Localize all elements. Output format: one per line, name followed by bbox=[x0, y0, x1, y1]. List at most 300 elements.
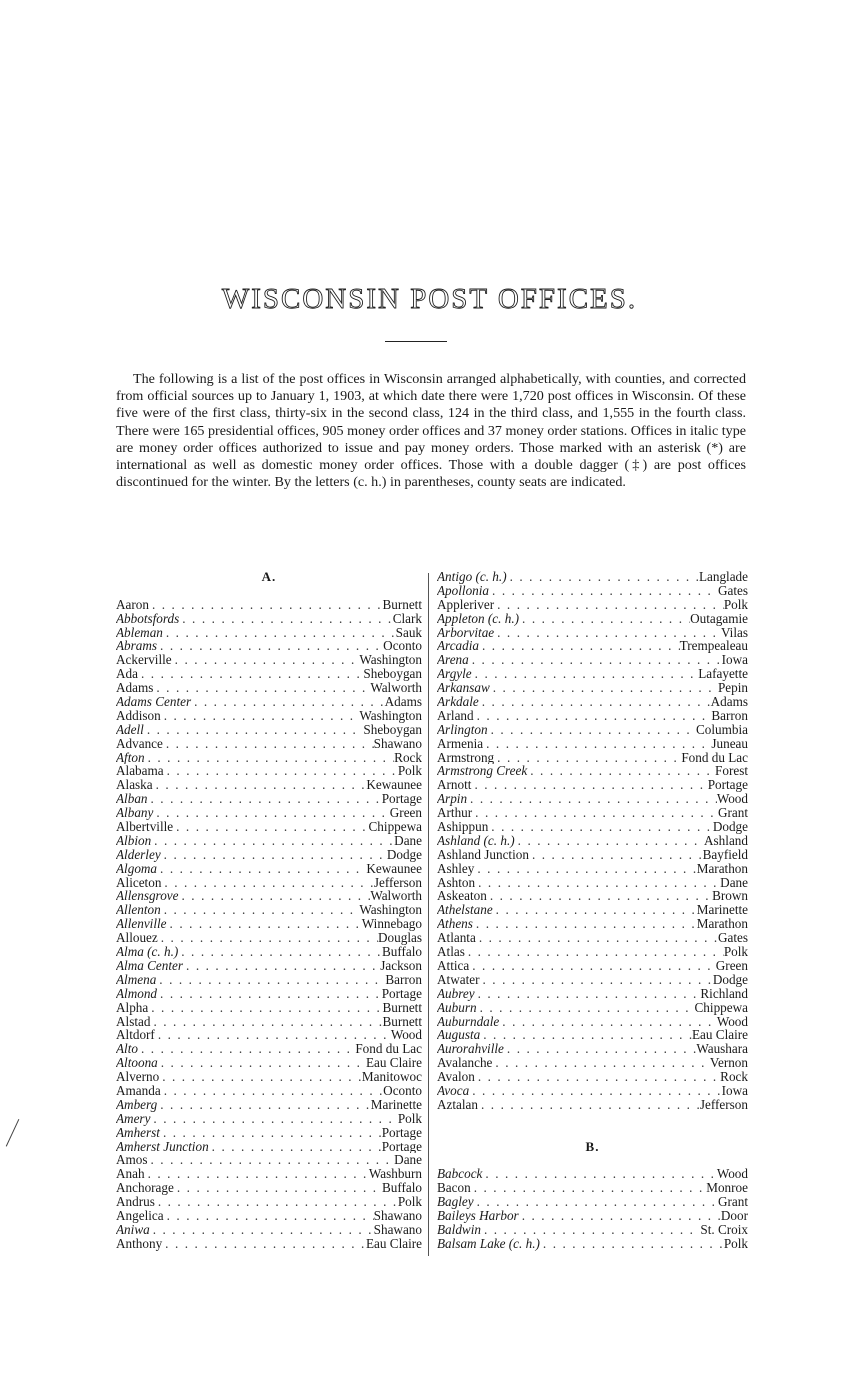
county-name: Door bbox=[720, 1208, 748, 1223]
post-office-entry bbox=[116, 709, 422, 723]
post-office-entry bbox=[116, 917, 422, 931]
post-office-entry bbox=[437, 751, 748, 765]
county-name: Manitowoc bbox=[361, 1070, 422, 1084]
office-name: Amherst Junction bbox=[116, 1139, 209, 1154]
office-name: Almond bbox=[116, 986, 158, 1001]
leader-dots bbox=[161, 709, 360, 723]
county-name: Winnebago bbox=[361, 917, 422, 932]
office-name: Ashippun bbox=[437, 820, 489, 834]
office-name: Amherst bbox=[116, 1125, 160, 1140]
post-office-entry bbox=[437, 570, 748, 584]
leader-dots bbox=[150, 1223, 374, 1237]
post-office-entry bbox=[116, 1237, 422, 1251]
leader-dots bbox=[471, 1181, 707, 1195]
county-name: Rock bbox=[394, 750, 422, 765]
post-office-entry bbox=[437, 903, 748, 917]
office-name: Appleriver bbox=[437, 597, 495, 612]
post-office-entry bbox=[437, 709, 748, 723]
office-name: Aliceton bbox=[116, 875, 162, 890]
post-office-entry bbox=[116, 723, 422, 737]
leader-dots bbox=[153, 806, 389, 820]
office-name: Adell bbox=[116, 722, 144, 737]
heading-spacer bbox=[437, 1153, 748, 1167]
office-name: Baileys Harbor bbox=[437, 1208, 519, 1223]
leader-dots bbox=[163, 626, 396, 640]
county-name: Forest bbox=[715, 764, 748, 779]
leader-dots bbox=[155, 1028, 391, 1042]
column-divider bbox=[428, 573, 429, 1256]
leader-dots bbox=[145, 1167, 369, 1181]
county-name: Eau Claire bbox=[691, 1028, 748, 1043]
office-name: Bagley bbox=[437, 1195, 474, 1209]
post-office-entry bbox=[116, 1181, 422, 1195]
leader-dots bbox=[494, 598, 724, 612]
office-name: Avalon bbox=[437, 1070, 475, 1084]
post-office-entry bbox=[116, 598, 422, 612]
county-name: Green bbox=[715, 958, 748, 973]
post-office-entry bbox=[116, 834, 422, 848]
leader-dots bbox=[158, 1056, 366, 1070]
office-name: Arnott bbox=[437, 778, 472, 793]
post-office-entry bbox=[116, 1195, 422, 1209]
office-name: Ashland Junction bbox=[437, 847, 529, 862]
leader-dots bbox=[160, 1126, 382, 1140]
county-name: Polk bbox=[723, 597, 748, 612]
post-office-entry bbox=[116, 876, 422, 890]
post-office-entry bbox=[437, 876, 748, 890]
post-office-entry bbox=[437, 1195, 748, 1209]
post-office-entry bbox=[116, 1098, 422, 1112]
county-name: Jefferson bbox=[699, 1097, 748, 1112]
post-office-entry bbox=[116, 945, 422, 959]
post-office-entry bbox=[437, 834, 748, 848]
office-name: Arkdale bbox=[437, 695, 479, 709]
county-name: Walworth bbox=[370, 889, 422, 904]
post-office-entry bbox=[437, 987, 748, 1001]
post-office-entry bbox=[437, 639, 748, 653]
county-name: Clark bbox=[392, 611, 422, 626]
office-name: Ashley bbox=[437, 861, 475, 876]
leader-dots bbox=[481, 1223, 700, 1237]
office-name: Andrus bbox=[116, 1195, 155, 1209]
leader-dots bbox=[179, 612, 392, 626]
office-name: Anthony bbox=[116, 1236, 163, 1251]
leader-dots bbox=[492, 1056, 710, 1070]
section-spacer bbox=[437, 1112, 748, 1126]
post-office-entry bbox=[116, 1056, 422, 1070]
office-name: Alma (c. h.) bbox=[116, 945, 179, 959]
county-name: Grant bbox=[717, 1195, 748, 1209]
county-name: Bayfield bbox=[702, 847, 748, 862]
leader-dots bbox=[475, 876, 720, 890]
post-office-entry bbox=[437, 1056, 748, 1070]
office-name: Amery bbox=[116, 1111, 151, 1126]
post-office-entry bbox=[116, 653, 422, 667]
office-name: Baldwin bbox=[437, 1222, 481, 1237]
office-name: Antigo (c. h.) bbox=[437, 570, 507, 584]
leader-dots bbox=[156, 973, 385, 987]
post-office-entry bbox=[437, 917, 748, 931]
leader-dots bbox=[499, 1015, 717, 1029]
leader-dots bbox=[519, 612, 690, 626]
post-office-entry bbox=[116, 1209, 422, 1223]
county-name: Shawano bbox=[373, 736, 422, 751]
post-office-entry bbox=[116, 695, 422, 709]
office-name: Adams Center bbox=[116, 695, 192, 709]
post-office-entry bbox=[437, 626, 748, 640]
county-name: Barron bbox=[711, 708, 748, 723]
heading-spacer bbox=[116, 584, 422, 598]
post-office-entry bbox=[116, 778, 422, 792]
post-office-entry bbox=[116, 862, 422, 876]
county-name: Columbia bbox=[695, 722, 748, 737]
office-name: Alstad bbox=[116, 1014, 151, 1029]
county-name: Trempealeau bbox=[679, 639, 748, 654]
leader-dots bbox=[474, 1195, 718, 1209]
page-title: WISCONSIN POST OFFICES. bbox=[221, 283, 638, 315]
office-name: Altdorf bbox=[116, 1028, 155, 1043]
office-name: Aaron bbox=[116, 597, 149, 612]
post-office-entry bbox=[437, 1223, 748, 1237]
county-name: Portage bbox=[381, 792, 422, 807]
leader-dots bbox=[138, 667, 363, 681]
county-name: Buffalo bbox=[381, 945, 422, 959]
county-name: Lafayette bbox=[698, 667, 748, 682]
county-name: Walworth bbox=[370, 681, 422, 696]
office-name: Athelstane bbox=[437, 903, 493, 918]
left-column bbox=[116, 570, 422, 1251]
leader-dots bbox=[161, 1084, 383, 1098]
leader-dots bbox=[148, 1153, 395, 1167]
post-office-entry bbox=[116, 626, 422, 640]
post-office-entry bbox=[437, 1167, 748, 1181]
office-name: Ashton bbox=[437, 875, 476, 890]
county-name: Fond du Lac bbox=[355, 1042, 422, 1057]
post-office-entry bbox=[116, 959, 422, 973]
leader-dots bbox=[150, 1015, 382, 1029]
county-name: Grant bbox=[717, 806, 748, 821]
county-name: Burnett bbox=[382, 597, 422, 612]
county-name: Richland bbox=[700, 986, 748, 1001]
office-name: Armenia bbox=[437, 736, 484, 751]
county-name: Vilas bbox=[720, 625, 748, 640]
county-name: Monroe bbox=[706, 1181, 748, 1196]
county-name: Sheboygan bbox=[363, 722, 422, 737]
leader-dots bbox=[540, 1237, 724, 1251]
leader-dots bbox=[507, 570, 699, 584]
office-name: Alban bbox=[116, 792, 148, 807]
post-office-entry bbox=[116, 764, 422, 778]
leader-dots bbox=[172, 653, 360, 667]
office-name: Abrams bbox=[116, 639, 158, 654]
leader-dots bbox=[489, 584, 718, 598]
county-name: Washburn bbox=[368, 1167, 422, 1182]
leader-dots bbox=[209, 1140, 382, 1154]
post-office-entry bbox=[437, 584, 748, 598]
office-name: Alaska bbox=[116, 778, 153, 793]
county-name: Gates bbox=[717, 931, 748, 946]
county-name: Marathon bbox=[696, 917, 748, 932]
leader-dots bbox=[153, 681, 370, 695]
office-name: Ableman bbox=[116, 625, 163, 640]
leader-dots bbox=[483, 737, 711, 751]
post-office-entry bbox=[437, 695, 748, 709]
office-name: Ackerville bbox=[116, 653, 172, 668]
office-name: Ada bbox=[116, 667, 138, 682]
post-office-entry bbox=[437, 681, 748, 695]
office-name: Allouez bbox=[116, 931, 158, 946]
office-name: Alderley bbox=[116, 847, 161, 862]
post-office-entry bbox=[116, 1112, 422, 1126]
office-name: Arkansaw bbox=[437, 681, 490, 696]
county-name: Adams bbox=[384, 695, 422, 709]
leader-dots bbox=[164, 1209, 374, 1223]
leader-dots bbox=[150, 1112, 397, 1126]
post-office-entry bbox=[437, 723, 748, 737]
office-name: Aubrey bbox=[437, 986, 475, 1001]
post-office-entry bbox=[116, 639, 422, 653]
office-name: Atlas bbox=[437, 945, 465, 959]
post-office-entry bbox=[437, 598, 748, 612]
leader-dots bbox=[504, 1042, 696, 1056]
leader-dots bbox=[494, 626, 721, 640]
office-name: Algoma bbox=[116, 861, 158, 876]
leader-dots bbox=[467, 792, 717, 806]
county-name: Washington bbox=[359, 708, 422, 723]
county-name: Portage bbox=[381, 1125, 422, 1140]
county-name: Polk bbox=[397, 764, 422, 779]
county-name: Green bbox=[389, 806, 422, 821]
county-name: Wood bbox=[390, 1028, 422, 1043]
leader-dots bbox=[144, 723, 364, 737]
leader-dots bbox=[474, 709, 712, 723]
post-office-entry bbox=[116, 1126, 422, 1140]
county-name: Rock bbox=[720, 1070, 748, 1084]
county-name: Polk bbox=[397, 1195, 422, 1209]
office-name: Aniwa bbox=[116, 1222, 150, 1237]
county-name: Fond du Lac bbox=[681, 750, 748, 765]
county-name: Dane bbox=[720, 875, 748, 890]
county-name: Marinette bbox=[696, 903, 748, 918]
office-name: Augusta bbox=[437, 1028, 481, 1043]
county-name: Buffalo bbox=[381, 1181, 422, 1196]
post-office-entry bbox=[116, 820, 422, 834]
county-name: Polk bbox=[723, 1236, 748, 1251]
office-name: Athens bbox=[437, 917, 473, 932]
county-name: Washington bbox=[359, 903, 422, 918]
office-name: Amos bbox=[116, 1153, 148, 1168]
post-office-entry bbox=[437, 945, 748, 959]
office-name: Advance bbox=[116, 736, 163, 751]
post-office-entry bbox=[437, 1015, 748, 1029]
leader-dots bbox=[178, 945, 382, 959]
county-name: Sauk bbox=[395, 625, 422, 640]
office-name: Apollonia bbox=[437, 583, 490, 598]
post-office-entry bbox=[437, 1070, 748, 1084]
post-office-entry bbox=[437, 653, 748, 667]
county-name: Oconto bbox=[383, 1083, 422, 1098]
leader-dots bbox=[490, 681, 718, 695]
leader-dots bbox=[471, 778, 707, 792]
county-name: Barron bbox=[385, 972, 422, 987]
county-name: Iowa bbox=[721, 1083, 748, 1098]
office-name: Bacon bbox=[437, 1181, 471, 1196]
leader-dots bbox=[477, 1001, 695, 1015]
post-office-entry bbox=[116, 987, 422, 1001]
county-name: Portage bbox=[707, 778, 748, 793]
county-name: Dodge bbox=[712, 820, 748, 834]
leader-dots bbox=[157, 1098, 370, 1112]
post-office-entry bbox=[116, 1167, 422, 1181]
county-name: Waushara bbox=[696, 1042, 748, 1057]
office-name: Anchorage bbox=[116, 1181, 174, 1196]
post-office-entry bbox=[116, 903, 422, 917]
county-name: Dane bbox=[394, 1153, 422, 1168]
post-office-entry bbox=[437, 1042, 748, 1056]
post-office-entry bbox=[116, 1001, 422, 1015]
office-name: Amanda bbox=[116, 1083, 161, 1098]
post-office-entry bbox=[437, 1237, 748, 1251]
leader-dots bbox=[472, 806, 718, 820]
office-name: Argyle bbox=[437, 667, 472, 682]
post-office-entry bbox=[437, 667, 748, 681]
leader-dots bbox=[480, 1028, 692, 1042]
office-name: Arland bbox=[437, 708, 474, 723]
county-name: Brown bbox=[712, 889, 748, 904]
intro-paragraph: The following is a list of the post offices in Wisconsin arranged alphabetically, with counties, and corrected from official sources up to January 1, 1903, at which date there were 1,720 post offices in Wisconsin. Of these five were of the first class, thirty-six in the second class, 124 in the third class, and 1,555 in the fourth class. There were 165 presidential offices, 905 money order offices and 37 money order stations. Offices in italic type are money order offices authorized to issue and pay money orders. Those marked with an asterisk (*) are international as well as domestic money order offices. Those with a double dagger (‡) are post offices discontinued for the winter. By the letters (c. h.) in parentheses, county seats are indicated. bbox=[116, 371, 746, 491]
post-office-entry bbox=[437, 792, 748, 806]
leader-dots bbox=[148, 792, 382, 806]
leader-dots bbox=[515, 834, 704, 848]
county-name: Dodge bbox=[386, 847, 422, 862]
office-name: Avalanche bbox=[437, 1056, 493, 1071]
office-name: Arlington bbox=[437, 722, 488, 737]
office-name: Adams bbox=[116, 681, 154, 696]
post-office-entry bbox=[437, 1028, 748, 1042]
office-name: Anah bbox=[116, 1167, 145, 1182]
office-name: Alma Center bbox=[116, 958, 184, 973]
office-name: Ashland (c. h.) bbox=[437, 833, 515, 848]
county-name: Dane bbox=[394, 833, 422, 848]
office-name: Arthur bbox=[437, 806, 473, 821]
leader-dots bbox=[159, 1070, 362, 1084]
leader-dots bbox=[151, 834, 394, 848]
county-name: Wood bbox=[716, 1014, 748, 1029]
leader-dots bbox=[174, 1181, 382, 1195]
county-name: Jefferson bbox=[373, 875, 422, 890]
leader-dots bbox=[145, 751, 395, 765]
office-name: Auburn bbox=[437, 1000, 477, 1015]
post-office-entry bbox=[437, 1209, 748, 1223]
post-office-entry bbox=[116, 1042, 422, 1056]
post-office-entry bbox=[437, 778, 748, 792]
leader-dots bbox=[479, 695, 711, 709]
leader-dots bbox=[162, 1237, 366, 1251]
office-name: Abbotsfords bbox=[116, 611, 180, 626]
office-name: Appleton (c. h.) bbox=[437, 611, 520, 626]
right-column bbox=[437, 570, 748, 1251]
post-office-entry bbox=[116, 1140, 422, 1154]
leader-dots bbox=[158, 931, 378, 945]
county-name: Gates bbox=[717, 583, 748, 598]
leader-dots bbox=[179, 889, 371, 903]
county-name: Ashland bbox=[704, 833, 748, 848]
post-office-entry bbox=[437, 737, 748, 751]
post-office-entry bbox=[437, 820, 748, 834]
leader-dots bbox=[527, 764, 715, 778]
county-name: Kewaunee bbox=[366, 861, 422, 876]
leader-dots bbox=[494, 751, 681, 765]
post-office-entry bbox=[116, 751, 422, 765]
leader-dots bbox=[472, 667, 699, 681]
leader-dots bbox=[482, 1167, 716, 1181]
county-name: Burnett bbox=[382, 1000, 422, 1015]
county-name: Sheboygan bbox=[363, 667, 422, 682]
county-name: Marathon bbox=[696, 861, 748, 876]
county-name: Vernon bbox=[709, 1056, 748, 1071]
county-name: St. Croix bbox=[700, 1222, 748, 1237]
leader-dots bbox=[487, 889, 712, 903]
post-office-entry bbox=[116, 806, 422, 820]
office-name: Albany bbox=[116, 806, 154, 821]
county-name: Burnett bbox=[382, 1014, 422, 1029]
post-office-entry bbox=[116, 1223, 422, 1237]
post-office-entry bbox=[116, 889, 422, 903]
post-office-entry bbox=[437, 848, 748, 862]
section-heading-b: B. bbox=[585, 1138, 600, 1154]
office-name: Babcock bbox=[437, 1167, 483, 1182]
county-name: Langlade bbox=[698, 570, 748, 584]
post-office-entry bbox=[437, 1098, 748, 1112]
post-office-entry bbox=[116, 1028, 422, 1042]
office-name: Alpha bbox=[116, 1000, 149, 1015]
post-office-entry bbox=[437, 764, 748, 778]
leader-dots bbox=[173, 820, 368, 834]
leader-dots bbox=[191, 695, 385, 709]
office-name: Allenville bbox=[116, 917, 167, 932]
post-office-entry bbox=[116, 1015, 422, 1029]
county-name: Adams bbox=[710, 695, 748, 709]
county-name: Juneau bbox=[711, 736, 748, 751]
post-office-entry bbox=[437, 931, 748, 945]
post-office-entry bbox=[437, 973, 748, 987]
leader-dots bbox=[478, 1098, 700, 1112]
leader-dots bbox=[164, 764, 398, 778]
office-name: Angelica bbox=[116, 1208, 164, 1223]
post-office-entry bbox=[116, 681, 422, 695]
office-name: Aurorahville bbox=[437, 1042, 504, 1057]
office-name: Altoona bbox=[116, 1056, 158, 1071]
office-name: Balsam Lake (c. h.) bbox=[437, 1236, 540, 1251]
leader-dots bbox=[163, 737, 374, 751]
county-name: Pepin bbox=[717, 681, 748, 696]
post-office-entry bbox=[437, 612, 748, 626]
county-name: Chippewa bbox=[694, 1000, 748, 1015]
county-name: Douglas bbox=[378, 931, 422, 946]
office-name: Atwater bbox=[437, 972, 480, 987]
post-office-entry bbox=[116, 612, 422, 626]
post-office-entry bbox=[116, 1084, 422, 1098]
leader-dots bbox=[469, 1084, 721, 1098]
leader-dots bbox=[474, 862, 696, 876]
office-name: Arborvitae bbox=[437, 625, 495, 640]
leader-dots bbox=[148, 1001, 382, 1015]
leader-dots bbox=[157, 862, 366, 876]
office-name: Addison bbox=[116, 708, 161, 723]
post-office-entry bbox=[116, 1153, 422, 1167]
leader-dots bbox=[167, 917, 362, 931]
leader-dots bbox=[475, 1070, 720, 1084]
